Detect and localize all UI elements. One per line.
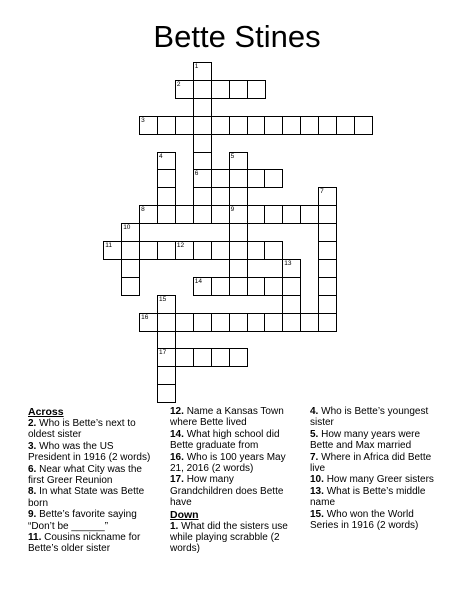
clue-number: 4 bbox=[159, 152, 163, 160]
across-clue-2: 2. Who is Bette’s next to oldest sister bbox=[28, 418, 136, 441]
across-clue-17: 17. How many Grandchildren does Bette have bbox=[170, 474, 284, 509]
grid-cell[interactable] bbox=[318, 259, 337, 278]
grid-cell[interactable] bbox=[157, 116, 176, 135]
grid-cell[interactable] bbox=[193, 187, 212, 206]
down-clue-13: 13. What is Bette’s middle name bbox=[310, 485, 426, 509]
grid-cell[interactable] bbox=[247, 313, 266, 332]
grid-cell[interactable] bbox=[229, 348, 248, 367]
grid-cell[interactable] bbox=[264, 313, 283, 332]
clue-column-3 bbox=[310, 406, 438, 531]
grid-cell[interactable] bbox=[300, 116, 319, 135]
grid-cell[interactable] bbox=[157, 169, 176, 188]
grid-cell[interactable] bbox=[139, 205, 158, 224]
grid-cell[interactable] bbox=[157, 187, 176, 206]
clue-column-1 bbox=[28, 406, 158, 555]
grid-cell[interactable] bbox=[157, 205, 176, 224]
grid-cell[interactable] bbox=[139, 116, 158, 135]
grid-cell[interactable] bbox=[193, 80, 212, 99]
grid-cell[interactable] bbox=[175, 205, 194, 224]
grid-cell[interactable] bbox=[354, 116, 373, 135]
grid-cell[interactable] bbox=[157, 241, 176, 260]
clue-number: 10 bbox=[123, 224, 131, 232]
clue-number: 5 bbox=[230, 152, 235, 160]
grid-cell[interactable] bbox=[193, 98, 212, 117]
grid-cell[interactable] bbox=[264, 116, 283, 135]
grid-cell[interactable] bbox=[247, 169, 266, 188]
grid-cell[interactable] bbox=[336, 116, 355, 135]
down-clue-1: 1. What did the sisters use while playing scrabble (2 words) bbox=[170, 520, 288, 555]
clue-number: 16 bbox=[141, 313, 149, 321]
grid-cell[interactable] bbox=[318, 187, 337, 206]
grid-cell[interactable] bbox=[211, 313, 230, 332]
grid-cell[interactable] bbox=[247, 80, 266, 99]
across-clue-9: 9. Bette’s favorite saying “Don’t be ______” bbox=[28, 509, 137, 532]
grid-cell[interactable] bbox=[229, 259, 248, 278]
grid-cell[interactable] bbox=[247, 205, 266, 224]
grid-cell[interactable] bbox=[264, 241, 283, 260]
grid-cell[interactable] bbox=[157, 152, 176, 171]
grid-cell[interactable] bbox=[229, 313, 248, 332]
grid-cell[interactable] bbox=[318, 223, 337, 242]
grid-cell[interactable] bbox=[211, 277, 230, 296]
grid-cell[interactable] bbox=[282, 295, 301, 314]
grid-cell[interactable] bbox=[229, 116, 248, 135]
across-clue-14: 14. What high school did Bette graduate from bbox=[170, 428, 280, 452]
clue-number: 17 bbox=[159, 349, 167, 357]
grid-cell[interactable] bbox=[300, 205, 319, 224]
down-clue-10: 10. How many Greer sisters bbox=[310, 474, 434, 486]
grid-cell[interactable] bbox=[193, 277, 212, 296]
clue-number: 9 bbox=[230, 206, 235, 214]
across-clue-8: 8. In what State was Bette born bbox=[28, 486, 145, 509]
grid-cell[interactable] bbox=[193, 116, 212, 135]
grid-cell[interactable] bbox=[229, 223, 248, 242]
clue-number: 1 bbox=[194, 63, 199, 70]
down-clue-4: 4. Who is Bette’s youngest sister bbox=[310, 406, 429, 429]
grid-cell[interactable] bbox=[282, 277, 301, 296]
clue-number: 6 bbox=[194, 170, 199, 178]
grid-cell[interactable] bbox=[282, 116, 301, 135]
puzzle-title: Bette Stines bbox=[153, 19, 321, 54]
grid-cell[interactable] bbox=[247, 116, 266, 135]
grid-cell[interactable] bbox=[282, 259, 301, 278]
grid-cell[interactable] bbox=[157, 295, 176, 314]
grid-cell[interactable] bbox=[211, 116, 230, 135]
clue-number: 14 bbox=[194, 277, 203, 285]
grid-cell[interactable] bbox=[157, 313, 176, 332]
grid-cell[interactable] bbox=[157, 331, 176, 350]
grid-cell[interactable] bbox=[193, 313, 212, 332]
grid-cell[interactable] bbox=[121, 223, 140, 242]
grid-cell[interactable] bbox=[175, 348, 194, 367]
grid-cell[interactable] bbox=[229, 277, 248, 296]
grid-cell[interactable] bbox=[318, 205, 337, 224]
across-clue-12: 12. Name a Kansas Town where Bette lived bbox=[170, 406, 284, 429]
grid-cell[interactable] bbox=[157, 366, 176, 385]
grid-cell[interactable] bbox=[175, 241, 194, 260]
down-heading: Down bbox=[170, 508, 199, 521]
clue-number: 15 bbox=[159, 295, 167, 303]
grid-cell[interactable] bbox=[103, 241, 122, 260]
grid-cell[interactable] bbox=[247, 241, 266, 260]
grid-cell[interactable] bbox=[157, 384, 176, 403]
grid-cell[interactable] bbox=[193, 134, 212, 153]
grid-cell[interactable] bbox=[229, 241, 248, 260]
grid-cell[interactable] bbox=[229, 80, 248, 99]
grid-cell[interactable] bbox=[318, 295, 337, 314]
grid-cell[interactable] bbox=[318, 277, 337, 296]
down-clue-7: 7. Where in Africa did Bette live bbox=[310, 451, 432, 475]
grid-cell[interactable] bbox=[175, 116, 194, 135]
grid-cell[interactable] bbox=[121, 277, 140, 296]
grid-cell[interactable] bbox=[211, 348, 230, 367]
grid-cell[interactable] bbox=[193, 205, 212, 224]
grid-cell[interactable] bbox=[157, 348, 176, 367]
grid-cell[interactable] bbox=[264, 205, 283, 224]
grid-cell[interactable] bbox=[229, 152, 248, 171]
grid-cell[interactable] bbox=[175, 80, 194, 99]
grid-cell[interactable] bbox=[229, 205, 248, 224]
grid-cell[interactable] bbox=[175, 313, 194, 332]
grid-cell[interactable] bbox=[193, 348, 212, 367]
grid-cell[interactable] bbox=[318, 313, 337, 332]
grid-cell[interactable] bbox=[211, 169, 230, 188]
grid-cell[interactable] bbox=[121, 241, 140, 260]
across-clue-3: 3. Who was the US President in 1916 (2 words) bbox=[28, 440, 151, 464]
clue-number: 12 bbox=[176, 242, 185, 249]
clue-number: 13 bbox=[284, 259, 292, 267]
grid-cell[interactable] bbox=[229, 187, 248, 206]
across-heading: Across bbox=[28, 406, 64, 418]
across-clue-11: 11. Cousins nickname for Bette’s older sister bbox=[28, 532, 141, 555]
grid-cell[interactable] bbox=[264, 277, 283, 296]
clue-number: 7 bbox=[320, 188, 324, 196]
grid-cell[interactable] bbox=[139, 313, 158, 332]
grid-cell[interactable] bbox=[264, 169, 283, 188]
grid-cell[interactable] bbox=[318, 241, 337, 260]
across-clue-6: 6. Near what City was the first Greer Reunion bbox=[28, 463, 142, 487]
grid-cell[interactable] bbox=[282, 205, 301, 224]
down-clue-15: 15. Who won the World Series in 1916 (2 words) bbox=[310, 508, 419, 532]
clue-number: 8 bbox=[141, 206, 145, 214]
grid-cell[interactable] bbox=[121, 259, 140, 278]
grid-cell[interactable] bbox=[193, 152, 212, 171]
grid-cell[interactable] bbox=[193, 169, 212, 188]
grid-cell[interactable] bbox=[193, 62, 212, 81]
grid-cell[interactable] bbox=[193, 241, 212, 260]
grid-cell[interactable] bbox=[211, 205, 230, 224]
clue-number: 11 bbox=[105, 242, 113, 249]
grid-cell[interactable] bbox=[282, 313, 301, 332]
grid-cell[interactable] bbox=[229, 169, 248, 188]
grid-cell[interactable] bbox=[211, 241, 230, 260]
clue-column-2 bbox=[170, 406, 298, 555]
grid-cell[interactable] bbox=[139, 241, 158, 260]
clue-number: 3 bbox=[141, 116, 145, 124]
clue-number: 2 bbox=[176, 80, 181, 88]
down-clue-5: 5. How many years were Bette and Max married bbox=[310, 428, 421, 452]
across-clue-16: 16. Who is 100 years May 21, 2016 (2 words) bbox=[170, 451, 286, 475]
grid-cell[interactable] bbox=[211, 80, 230, 99]
grid-cell[interactable] bbox=[318, 116, 337, 135]
grid-cell[interactable] bbox=[300, 313, 319, 332]
grid-cell[interactable] bbox=[247, 277, 266, 296]
